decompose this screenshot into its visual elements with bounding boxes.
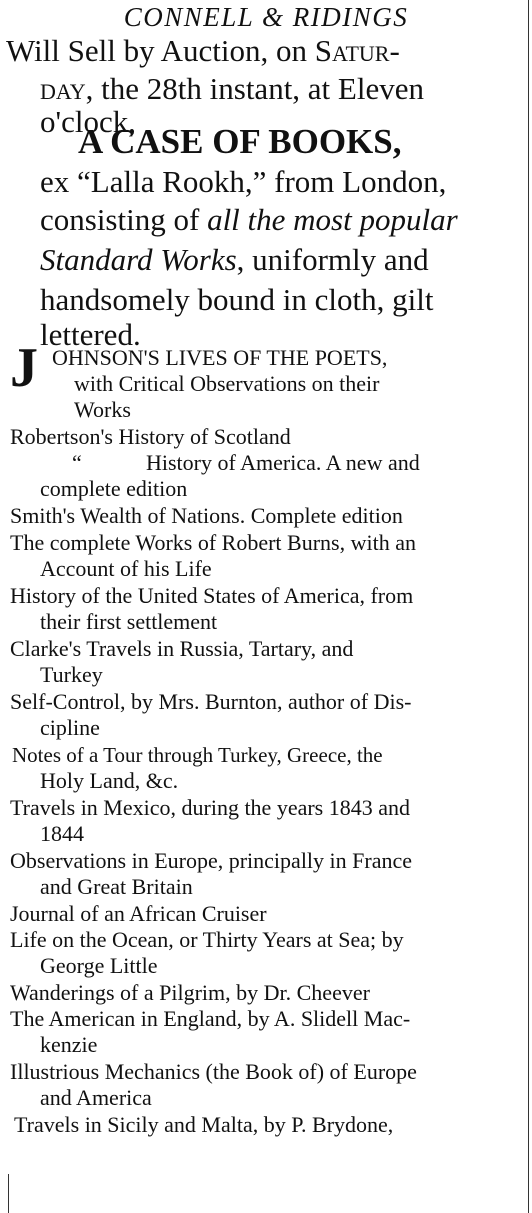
column-rule-right	[528, 0, 529, 1213]
auctioneer-header: CONNELL & RIDINGS	[123, 2, 409, 32]
book-clarke: Clarke's Travels in Russia, Tartary, and	[10, 636, 354, 661]
book-smith: Smith's Wealth of Nations. Complete edition	[10, 503, 403, 528]
book-mechanics: Illustrious Mechanics (the Book of) of Europe	[10, 1059, 417, 1084]
sale-line-2-text: , the 28th instant, at Eleven	[85, 71, 424, 106]
book-american-england-cont: kenzie	[40, 1032, 98, 1057]
book-african-cruiser: Journal of an African Cruiser	[10, 901, 267, 926]
sale-line-3: o'clock,	[40, 104, 136, 139]
bound-line: handsomely bound in cloth, gilt	[40, 282, 434, 317]
book-notes-tour-cont: Holy Land, &c.	[40, 768, 179, 793]
standard-italic: Standard Works	[40, 242, 237, 277]
drop-cap: J	[10, 337, 38, 399]
book-sicily: Travels in Sicily and Malta, by P. Brydone,	[14, 1112, 394, 1137]
book-american-england: The American in England, by A. Slidell Mac-	[10, 1006, 411, 1031]
book-europe-cont: and Great Britain	[40, 874, 193, 899]
book-johnson-cont: with Critical Observations on their	[74, 371, 380, 396]
book-us-history: History of the United States of America, from	[10, 583, 414, 608]
book-mexico-cont: 1844	[40, 821, 84, 846]
column-rule-left	[8, 1174, 9, 1213]
book-burns-cont: Account of his Life	[40, 556, 212, 581]
sale-line-1-day: Satur-	[314, 33, 400, 68]
book-mexico: Travels in Mexico, during the years 1843 and	[10, 795, 411, 820]
sale-line-2-day: day	[40, 71, 86, 106]
standard-text: , uniformly and	[236, 242, 429, 277]
book-life-ocean: Life on the Ocean, or Thirty Years at Sea; by	[10, 927, 404, 952]
book-us-history-cont: their first settlement	[40, 609, 218, 634]
book-notes-tour: Notes of a Tour through Turkey, Greece, the	[12, 743, 383, 767]
book-wanderings: Wanderings of a Pilgrim, by Dr. Cheever	[10, 980, 370, 1005]
book-mechanics-cont: and America	[40, 1085, 152, 1110]
lettered-line: lettered.	[40, 317, 141, 352]
sale-line-1	[6, 32, 400, 70]
book-robertson-america: History of America. A new and	[146, 450, 420, 475]
book-clarke-cont: Turkey	[40, 662, 103, 687]
headline: A CASE OF BOOKS,	[78, 122, 402, 161]
book-robertson-cont: complete edition	[40, 476, 188, 501]
standard-line	[40, 241, 429, 279]
book-burns: The complete Works of Robert Burns, with an	[10, 530, 416, 555]
book-life-ocean-cont: George Little	[40, 953, 158, 978]
consisting-text: consisting of	[40, 202, 208, 237]
book-self-control: Self-Control, by Mrs. Burnton, author of Dis-	[10, 689, 412, 714]
book-johnson-cont2: Works	[74, 397, 131, 422]
book-europe: Observations in Europe, principally in France	[10, 848, 413, 873]
book-self-control-cont: cipline	[40, 715, 100, 740]
ship-line: ex “Lalla Rookh,” from London,	[40, 164, 447, 199]
consisting-line	[40, 201, 458, 239]
book-johnson: OHNSON'S LIVES OF THE POETS,	[52, 345, 388, 370]
book-robertson-scotland: Robertson's History of Scotland	[10, 424, 291, 449]
sale-line-1-text: Will Sell by Auction, on	[6, 33, 315, 68]
consisting-italic: all the most popular	[207, 202, 458, 237]
ditto-mark: “	[72, 450, 82, 475]
